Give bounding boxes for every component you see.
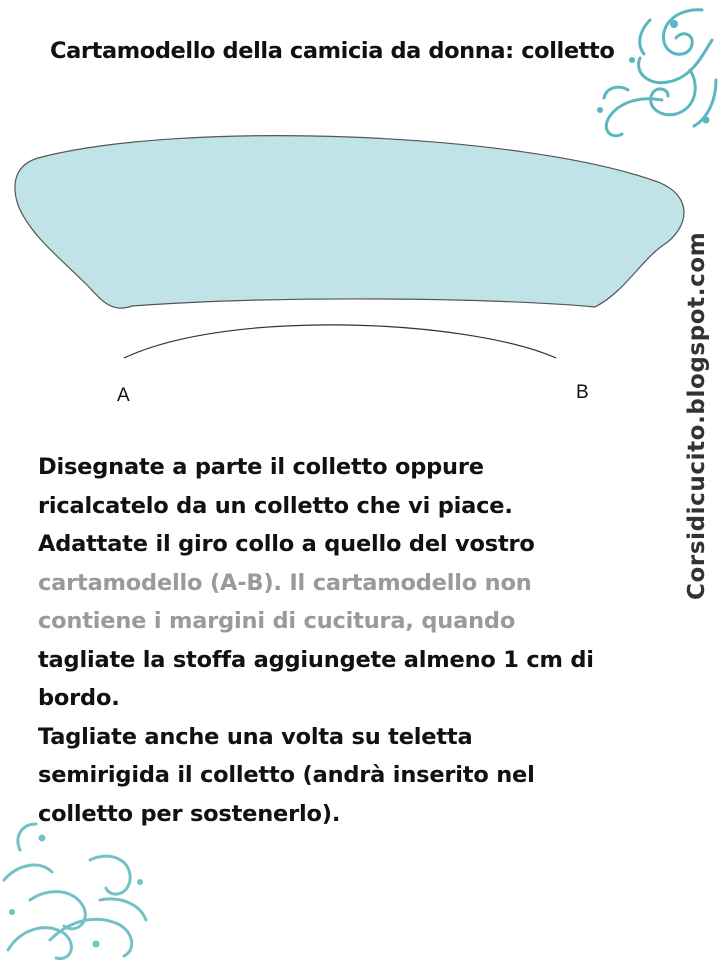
text-line: semirigida il colletto (andrà inserito nel xyxy=(38,762,535,788)
text-line: tagliate la stoffa aggiungete almeno 1 cm di xyxy=(38,646,594,673)
text-line: colletto per sostenerlo). xyxy=(38,800,341,827)
bottom-left-swirl-ornament xyxy=(4,824,146,959)
blog-url-watermark: Corsidicucito.blogspot.com xyxy=(684,231,710,600)
text-line: Adattate il giro collo a quello del vostro xyxy=(38,531,535,557)
top-right-swirl-ornament xyxy=(597,10,716,136)
page-title: Cartamodello della camicia da donna: colletto xyxy=(50,38,615,64)
point-a-label: A xyxy=(117,385,130,406)
text-line: bordo. xyxy=(38,685,120,711)
point-b-label: B xyxy=(576,382,589,403)
text-line: ricalcatelo da un colletto che vi piace. xyxy=(38,492,513,519)
text-line: Tagliate anche una volta su teletta xyxy=(38,723,473,750)
text-line: cartamodello (A-B). Il cartamodello non xyxy=(38,569,532,596)
text-line: contiene i margini di cucitura, quando xyxy=(38,608,516,634)
instructions-text xyxy=(38,448,678,833)
collar-pattern-piece xyxy=(15,136,684,309)
text-line: Disegnate a parte il colletto oppure xyxy=(38,454,484,480)
neckline-curve-a-b xyxy=(124,325,556,358)
